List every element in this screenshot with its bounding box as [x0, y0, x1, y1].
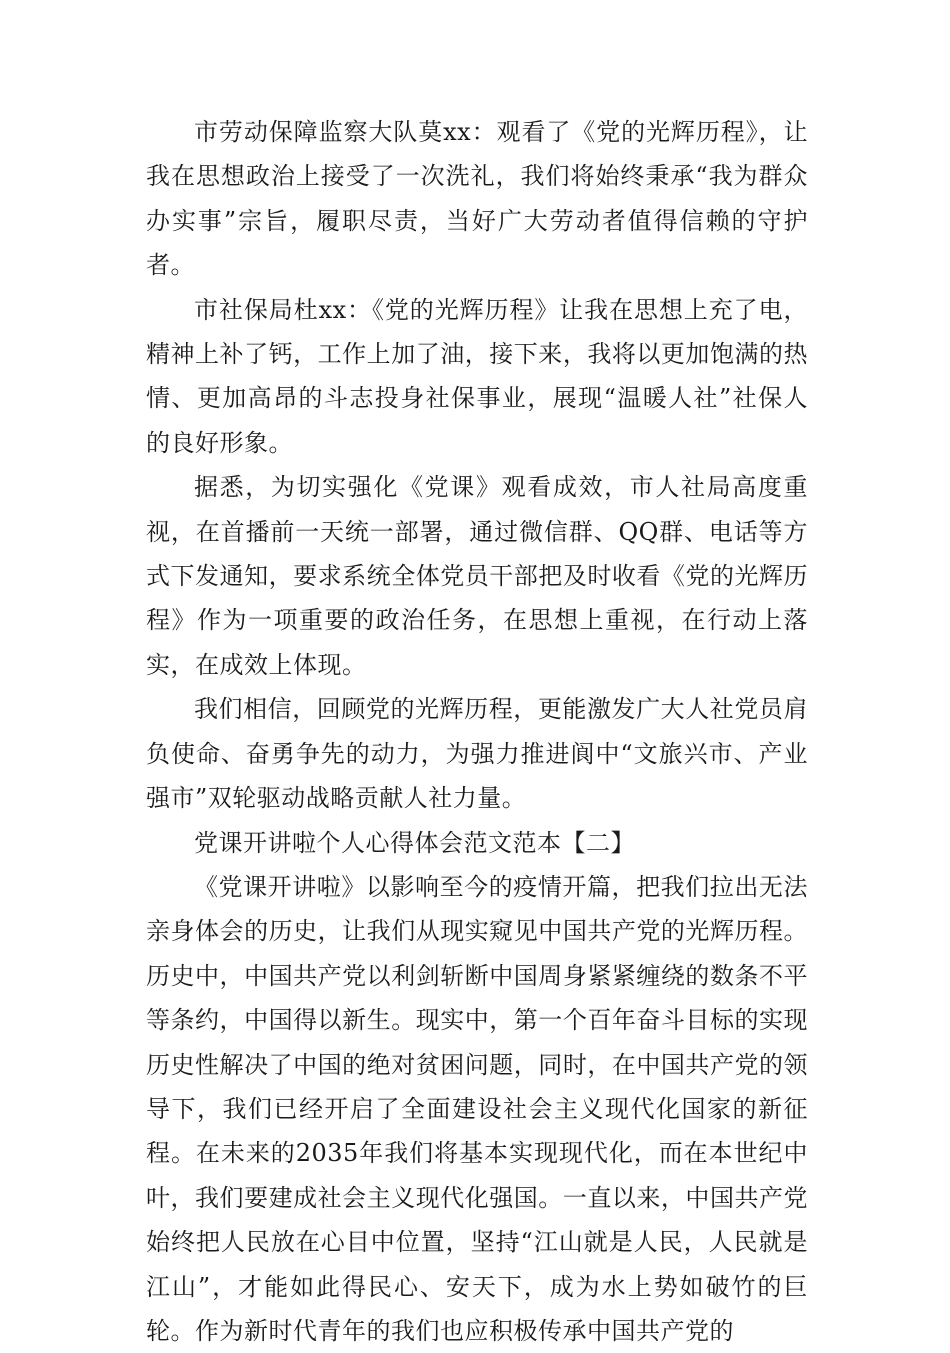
paragraph-conclusion: 我们相信，回顾党的光辉历程，更能激发广大人社党员肩负使命、奋勇争先的动力，为强力推进阆中“文旅兴市、产业强市”双轮驱动战略贡献人社力量。: [146, 695, 808, 813]
document-body: [146, 110, 808, 1353]
paragraph-viewing-arrangement: 据悉，为切实强化《党课》观看成效，市人社局高度重视，在首播前一天统一部署，通过微信群、QQ群、电话等方式下发通知，要求系统全体党员干部把及时收看《党的光辉历程》作为一项重要的政治任务，在思想上重视，在行动上落实，在成效上体现。: [146, 473, 808, 679]
paragraph-social-security: 市社保局杜xx：《党的光辉历程》让我在思想上充了电，精神上补了钙，工作上加了油，接下来，我将以更加饱满的热情、更加高昂的斗志投身社保事业，展现“温暖人社”社保人的良好形象。: [146, 295, 808, 457]
paragraph-labor-inspection: 市劳动保障监察大队莫xx：观看了《党的光辉历程》，让我在思想政治上接受了一次洗礼，我们将始终秉承“我为群众办实事”宗旨，履职尽责，当好广大劳动者值得信赖的守护者。: [146, 118, 808, 280]
section-title: 党课开讲啦个人心得体会范文范本【二】: [194, 828, 635, 857]
paragraph-essay-two: 《党课开讲啦》以影响至今的疫情开篇，把我们拉出无法亲身体会的历史，让我们从现实窥见中国共产党的光辉历程。历史中，中国共产党以利剑斩断中国周身紧紧缠绕的数条不平等条约，中国得以新生。现实中，第一个百年奋斗目标的实现历史性解决了中国的绝对贫困问题，同时，在中国共产党的领导下，我们已经开启了全面建设社会主义现代化国家的新征程。在未来的2035年我们将基本实现现代化，而在本世纪中叶，我们要建成社会主义现代化强国。一直以来，中国共产党始终把人民放在心目中位置，坚持“江山就是人民，人民就是江山”，才能如此得民心、安天下，成为水上势如破竹的巨轮。作为新时代青年的我们也应积极传承中国共产党的: [146, 872, 808, 1345]
